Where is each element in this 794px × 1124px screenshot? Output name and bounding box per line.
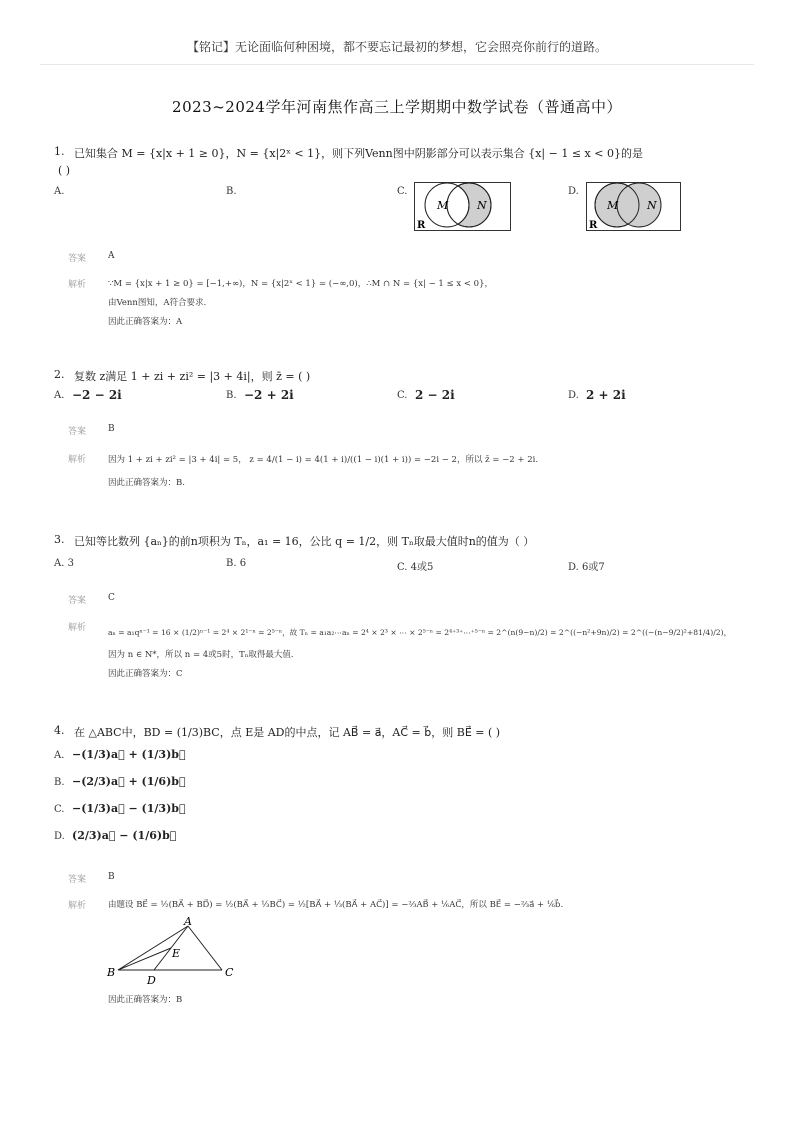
q2-number: 2. (54, 368, 65, 381)
q4-opt-d-value: (2/3)a⃗ − (1/6)b⃗ (72, 829, 177, 842)
page-title: 2023~2024学年河南焦作高三上学期期中数学试卷（普通高中） (172, 98, 622, 116)
q1-analysis-3: 因此正确答案为：A (108, 317, 183, 327)
venn-d-n: N (647, 199, 657, 212)
tri-label-b: B (107, 966, 116, 979)
venn-c-r: R (417, 220, 426, 231)
q2-text: 复数 z满足 1 + zi + zi² = |3 + 4i|，则 z̄ = ( ) (74, 370, 311, 383)
venn-c-m: M (437, 199, 449, 212)
q3-opt-a: A. 3 (54, 558, 74, 569)
q4-analysis-label: 解析 (68, 901, 87, 911)
q1-opt-c: C. (397, 186, 408, 197)
q1-paren: ( ) (58, 164, 71, 177)
q3-opt-b: B. 6 (226, 558, 247, 569)
tri-label-c: C (225, 966, 234, 979)
q2-opt-d: D. (568, 390, 579, 401)
q3-text: 已知等比数列 {aₙ}的前n项积为 Tₙ，a₁ = 16，公比 q = 1/2，则 Tₙ取最大值时n的值为（ ） (74, 535, 535, 548)
motto: 【铭记】无论面临何种困境，都不要忘记最初的梦想，它会照亮你前行的道路。 (186, 40, 607, 54)
divider (40, 64, 754, 65)
q1-opt-d: D. (568, 186, 579, 197)
q2-analysis-label: 解析 (68, 455, 87, 465)
q4-answer: B (108, 872, 115, 882)
q4-text: 在 △ABC中，BD = (1/3)BC，点 E是 AD的中点，记 AB⃗ = a⃗，AC⃗ = b⃗，则 BE⃗ = ( ) (74, 726, 501, 739)
q4-opt-c: C. (54, 804, 65, 815)
q3-opt-c: C. 4或5 (397, 562, 434, 573)
q2-opt-b-value: −2 + 2i (244, 388, 294, 402)
q1-text: 已知集合 M = {x|x + 1 ≥ 0}，N = {x|2ˣ < 1}，则下列Venn图中阴影部分可以表示集合 {x| − 1 ≤ x < 0}的是 (74, 147, 643, 160)
q2-analysis-1: 因为 1 + zi + zi² = |3 + 4i| = 5， z = 4/(1 − i) = 4(1 + i)/((1 − i)(1 + i)) = −2i − 2，所以 z̄ = −2 + 2i. (108, 455, 539, 465)
q1-opt-b: B. (226, 186, 237, 197)
q3-number: 3. (54, 533, 65, 546)
q2-opt-d-value: 2 + 2i (586, 388, 626, 402)
q3-analysis-1: aₙ = a₁qⁿ⁻¹ = 16 × (1/2)ⁿ⁻¹ = 2⁴ × 2¹⁻ⁿ = 2⁵⁻ⁿ，故 Tₙ = a₁a₂⋯aₙ = 2⁴ × 2³ × ⋯ × 2⁵⁻ⁿ = 2⁴⁺³⁺⋯⁺⁵⁻ⁿ = 2^(n(9−n)/2) = 2^((−n²+9n)/2) = 2^((−(n−9/2)²+81/4)/2)， (108, 628, 732, 637)
q3-opt-d: D. 6或7 (568, 562, 605, 573)
venn-c-n: N (477, 199, 487, 212)
q2-opt-a: A. (54, 390, 65, 401)
q2-opt-c: C. (397, 390, 408, 401)
q1-opt-a: A. (54, 186, 65, 197)
q4-analysis-2: 因此正确答案为：B (108, 995, 183, 1005)
tri-label-a: A (184, 916, 192, 928)
q4-number: 4. (54, 724, 65, 737)
q2-opt-a-value: −2 − 2i (72, 388, 122, 402)
venn-d-r: R (589, 220, 598, 231)
q2-opt-c-value: 2 − 2i (415, 388, 455, 402)
q3-analysis-2: 因为 n ∈ N*，所以 n = 4或5时，Tₙ取得最大值. (108, 650, 294, 660)
tri-label-d: D (147, 974, 156, 987)
q1-answer-label: 答案 (68, 254, 87, 264)
q1-analysis-1: ∵M = {x|x + 1 ≥ 0} = [−1,+∞)，N = {x|2ˣ < 1} = (−∞,0)，∴M ∩ N = {x| − 1 ≤ x < 0}， (108, 279, 493, 289)
q3-analysis-3: 因此正确答案为：C (108, 669, 183, 679)
q3-answer-label: 答案 (68, 596, 87, 606)
q4-analysis-1: 由题设 BE⃗ = ½(BA⃗ + BD⃗) = ½(BA⃗ + ⅓BC⃗) = ½[BA⃗ + ⅓(BA⃗ + AC⃗)] = −⅔AB⃗ + ⅙AC⃗，所以 BE⃗ = −⅔a⃗ + ⅙b⃗. (108, 900, 564, 910)
q4-opt-c-value: −(1/3)a⃗ − (1/3)b⃗ (72, 802, 186, 815)
venn-d-m: M (607, 199, 619, 212)
q1-analysis-label: 解析 (68, 280, 87, 290)
q2-answer-label: 答案 (68, 427, 87, 437)
q2-analysis-2: 因此正确答案为：B. (108, 478, 185, 488)
q3-analysis-label: 解析 (68, 623, 87, 633)
q4-opt-b-value: −(2/3)a⃗ + (1/6)b⃗ (72, 775, 186, 788)
q2-opt-b: B. (226, 390, 237, 401)
venn-diagram-c (414, 182, 512, 232)
q4-opt-b: B. (54, 777, 65, 788)
q4-answer-label: 答案 (68, 875, 87, 885)
q4-opt-a-value: −(1/3)a⃗ + (1/3)b⃗ (72, 748, 186, 761)
q4-opt-d: D. (54, 831, 65, 842)
q1-analysis-2: 由Venn图知，A符合要求. (108, 298, 207, 308)
q1-number: 1. (54, 145, 65, 158)
q3-answer: C (108, 593, 115, 603)
triangle-figure (104, 916, 244, 988)
tri-label-e: E (172, 947, 181, 960)
q4-opt-a: A. (54, 750, 65, 761)
q1-answer: A (108, 251, 115, 261)
q2-answer: B (108, 424, 115, 434)
venn-diagram-d (586, 182, 682, 232)
